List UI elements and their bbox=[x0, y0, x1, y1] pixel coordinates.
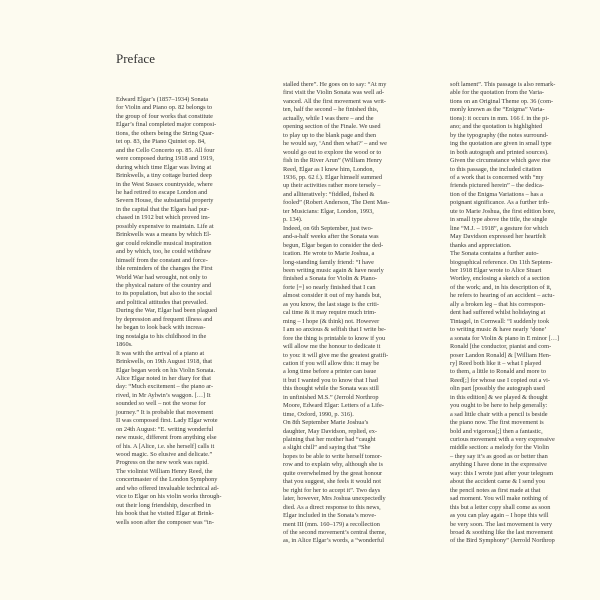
text-line: he refers to hearing of an accident – actu- bbox=[450, 292, 555, 300]
text-line: cal time & it may require much trim- bbox=[283, 309, 377, 317]
text-line: monly known as the “Enigma” Varia- bbox=[450, 106, 545, 114]
text-line: this but a letter copy shall come as soon bbox=[450, 503, 551, 511]
text-line: soft lament”. This passage is also remark- bbox=[450, 81, 556, 88]
text-line: in both autograph and printed sources). bbox=[450, 148, 549, 156]
text-column-2 bbox=[283, 81, 433, 546]
text-line: up their activities rather more tersely – bbox=[283, 182, 381, 190]
text-line: The Sonata contains a further auto- bbox=[450, 250, 539, 258]
text-line: and by which, too, he could withdraw bbox=[116, 248, 212, 256]
text-line: to them, a little to Ronald and more to bbox=[450, 368, 547, 376]
text-line: On 8th September Marie Joshua’s bbox=[283, 419, 369, 427]
text-line: for Violin and Piano op. 82 belongs to bbox=[116, 104, 213, 112]
text-line: biographical reference. On 11th Septem- bbox=[450, 258, 553, 266]
text-line: Reed, Elgar as I knew him, London, bbox=[283, 165, 375, 173]
text-line: on 24th August: “E. writing wonderful bbox=[116, 425, 214, 433]
text-line: curious movement with a very expressive bbox=[450, 436, 555, 444]
text-line: friends pictured herein” – the dedica- bbox=[450, 182, 544, 190]
text-line: fooled” (Robert Anderson, The Dent Mas- bbox=[283, 199, 390, 207]
text-line: in the capital that the Elgars had pur- bbox=[116, 205, 210, 213]
text-line: World War had wrought, not only to bbox=[116, 273, 208, 281]
text-line: of the Bird Symphony” (Jerrold Northrop bbox=[450, 537, 555, 545]
text-line: chased in 1912 but which proved im- bbox=[116, 214, 210, 222]
text-line: way: this I wrote just after your telegram bbox=[450, 469, 553, 477]
text-line: day: “Much excitement – the piano ar- bbox=[116, 383, 214, 391]
text-line: out their long friendship, described in bbox=[116, 501, 211, 509]
text-line: to its population, but also to the social bbox=[116, 290, 212, 298]
text-line: Alice Elgar noted in her diary for that bbox=[116, 374, 211, 382]
text-line: sounded so well – not the worse for bbox=[116, 400, 206, 408]
text-line: long-standing family friend: “I have bbox=[283, 258, 374, 266]
text-line: – they say it’s as good as or better than bbox=[450, 452, 548, 460]
text-line: and the Cello Concerto op. 85. All four bbox=[116, 146, 215, 154]
text-line: vice to Elgar on his violin works through- bbox=[116, 493, 222, 501]
text-line: in small type above the title, the single bbox=[450, 216, 548, 224]
text-line: plaining that her mother had “caught bbox=[283, 436, 376, 444]
text-line: tions on an Original Theme op. 36 (com- bbox=[450, 97, 554, 105]
text-line: you ought to be here to help generally: bbox=[450, 402, 548, 410]
text-line: will allow me the honour to dedicate it bbox=[283, 343, 381, 351]
text-line: it but I wanted you to know that I had bbox=[283, 376, 378, 384]
text-line: to writing music & have nearly ‘done’ bbox=[450, 326, 547, 334]
text-line: wood magic. So elusive and delicate.” bbox=[116, 451, 213, 459]
text-line: It was with the arrival of a piano at bbox=[116, 349, 205, 357]
text-line: Tintagel, in Cornwall: “I suddenly took bbox=[450, 317, 550, 325]
text-line: as you can play again – I hope this will bbox=[450, 512, 549, 520]
text-line: himself from the constant and force- bbox=[116, 256, 208, 264]
text-line: ute to Marie Joshua, the first edition bore, bbox=[450, 207, 556, 215]
text-line: of his. A [Alice, i.e. she herself] calls it bbox=[116, 442, 215, 450]
text-line: The violinist William Henry Reed, the bbox=[116, 467, 213, 475]
text-line: by the typography (the notes surround- bbox=[450, 131, 549, 139]
text-line: 1936, pp. 62 f.). Elgar himself summed bbox=[283, 173, 382, 181]
text-line: new music, different from anything else bbox=[116, 434, 217, 442]
text-line: able for the quotation from the Varia- bbox=[450, 89, 544, 97]
text-line: Elgar began work on his Violin Sonata. bbox=[116, 366, 216, 374]
text-line: about the accident came & I send you bbox=[450, 478, 545, 486]
text-line: quite overwhelmed by the great honour bbox=[283, 469, 383, 477]
text-line: sad moment. You will make nothing of bbox=[450, 495, 548, 503]
text-line: poignant significance. As a further trib- bbox=[450, 199, 550, 207]
text-line: that you suggest, she feels it would not bbox=[283, 478, 381, 486]
text-line: II was composed first. Lady Elgar wrote bbox=[116, 417, 218, 425]
text-line: and-a-half weeks after the Sonata was bbox=[283, 233, 379, 241]
text-line: be right for her to accept it”. Two days bbox=[283, 486, 381, 494]
text-line: the piano now. The first movement is bbox=[450, 419, 544, 427]
text-line: cation if you will allow this: it may be bbox=[283, 359, 380, 367]
text-line: tions): it occurs in mm. 166 f. in the pi- bbox=[450, 114, 550, 122]
text-line: ing nostalgia to his childhood in the bbox=[116, 332, 207, 340]
text-line: almost consider it out of my hands but, bbox=[283, 292, 382, 300]
text-line: time, Oxford, 1990, p. 316). bbox=[283, 410, 354, 418]
text-line: line “M.J. – 1918”, a gesture for which bbox=[450, 224, 549, 232]
text-line: were composed during 1918 and 1919, bbox=[116, 155, 214, 163]
text-line: anything I have done in the expressive bbox=[450, 461, 547, 469]
text-line: and political attitudes that prevailed. bbox=[116, 298, 208, 306]
text-line: Elgar’s final completed major composi- bbox=[116, 121, 217, 129]
text-line: later, however, Mrs Joshua unexpectedly bbox=[283, 495, 386, 503]
text-line: wells soon after the composer was “in- bbox=[116, 518, 214, 526]
text-line: a sad little chair with a pencil is beside bbox=[450, 410, 548, 418]
text-line: the pencil notes as first made at that bbox=[450, 486, 541, 494]
text-line: during which time Elgar was living at bbox=[116, 163, 212, 171]
text-line: Brinkwells, a tiny cottage buried deep bbox=[116, 172, 212, 180]
text-line: he would say, ‘And then what?’ – and we bbox=[283, 140, 387, 148]
text-line: Severn House, the substantial property bbox=[116, 197, 214, 205]
text-line: tions, the others being the String Quar- bbox=[116, 129, 214, 137]
text-line: daughter, May Davidson, replied, ex- bbox=[283, 427, 377, 435]
text-line: would go out to explore the wood or to bbox=[283, 148, 382, 156]
text-line: olin part [possibly the autograph used bbox=[450, 385, 545, 393]
text-line: ber 1918 Elgar wrote to Alice Stuart bbox=[450, 266, 542, 274]
text-line: tet op. 83, the Piano Quintet op. 84, bbox=[116, 138, 206, 146]
text-line: ano; and the quotation is highlighted bbox=[450, 123, 543, 131]
text-line: he began to look back with increas- bbox=[116, 324, 206, 332]
text-line: of the second movement’s central theme, bbox=[283, 529, 387, 537]
text-line: I am so anxious & selfish that I write be- bbox=[283, 326, 387, 334]
text-line: Moore, Edward Elgar: Letters of a Life- bbox=[283, 402, 384, 410]
text-line: and who offered invaluable technical ad- bbox=[116, 484, 219, 492]
text-line: stalled there”. He goes on to say: “At my bbox=[283, 81, 387, 88]
text-line: Progress on the new work was rapid. bbox=[116, 459, 209, 467]
text-line: Indeed, on 6th September, just two- bbox=[283, 224, 373, 232]
text-line: broad & soothing like the last movement bbox=[450, 529, 553, 537]
text-line: concertmaster of the London Symphony bbox=[116, 476, 218, 484]
text-line: journey.” It is probable that movement bbox=[116, 408, 214, 416]
text-line: possibly expensive to maintain. Life at bbox=[116, 222, 214, 230]
text-line: ter Musicians: Elgar, London, 1993, bbox=[283, 207, 374, 215]
text-line: in this edition] & we played & thought bbox=[450, 393, 548, 401]
text-line: a long time before a printer can issue bbox=[283, 368, 377, 376]
text-line: and alliteratively: “fiddled, fished & bbox=[283, 190, 375, 198]
text-line: ible reminders of the changes the First bbox=[116, 265, 213, 273]
text-line: Wortley, enclosing a sketch of a section bbox=[450, 275, 550, 283]
text-line: middle section: a melody for the Violin bbox=[450, 444, 549, 452]
text-line: the physical nature of the country and bbox=[116, 281, 212, 289]
text-line: ry] Reed both like it – what I played bbox=[450, 359, 542, 367]
text-line: hopes to be able to write herself tomor- bbox=[283, 452, 383, 460]
text-line: a slight chill” and saying that “She bbox=[283, 444, 371, 452]
text-line: ication. He wrote to Marie Joshua, a bbox=[283, 250, 375, 258]
text-line: 1860s. bbox=[116, 341, 133, 349]
text-line: to you: it will give me the greatest gratifi- bbox=[283, 351, 389, 359]
text-line: he had retired to escape London and bbox=[116, 188, 208, 196]
text-line: ten, half the second – he finished this, bbox=[283, 106, 379, 114]
text-line: Given the circumstance which gave rise bbox=[450, 157, 551, 165]
text-line: his book that he visited Elgar at Brink- bbox=[116, 510, 214, 518]
text-line: dent had suffered whilst holidaying at bbox=[450, 309, 546, 317]
text-line: actually, while I was there – and the bbox=[283, 114, 374, 122]
text-line: been writing music again & have nearly bbox=[283, 266, 384, 274]
text-line: forte [=] so nearly finished that I can bbox=[283, 283, 376, 291]
text-line: rived, in Mr Aylwin’s waggon. […] It bbox=[116, 391, 211, 399]
text-line: gar could rekindle musical inspiration bbox=[116, 239, 212, 247]
text-line: be very soon. The last movement is very bbox=[450, 520, 553, 528]
text-line: to this passage, the included citation bbox=[450, 165, 542, 173]
text-line: the group of four works that constitute bbox=[116, 112, 213, 120]
text-line: ing the quotation are given in small type bbox=[450, 140, 552, 148]
text-line: May Davidson expressed her heartfelt bbox=[450, 233, 546, 241]
text-line: Brinkwells was a means by which El- bbox=[116, 231, 212, 239]
text-line: Elgar included in the Sonata’s move- bbox=[283, 512, 377, 520]
text-line: in the West Sussex countryside, where bbox=[116, 180, 213, 188]
text-line: of a work that is concerned with “my bbox=[450, 173, 544, 181]
text-line: row and to explain why, although she is bbox=[283, 461, 383, 469]
text-line: Edward Elgar’s (1857–1934) Sonata bbox=[116, 96, 209, 103]
text-line: vanced. All the first movement was writ- bbox=[283, 97, 386, 105]
text-line: this thought while the Sonata was still bbox=[283, 385, 379, 393]
text-line: by depression and frequent illness and bbox=[116, 315, 213, 323]
text-line: thanks and appreciation. bbox=[450, 241, 512, 249]
text-line: poser Landon Ronald] & [William Hen- bbox=[450, 351, 551, 359]
text-line: tion of the Enigma Variations – has a bbox=[450, 190, 544, 198]
text-line: During the War, Elgar had been plagued bbox=[116, 307, 218, 315]
text-line: begun, Elgar began to consider the ded- bbox=[283, 241, 384, 249]
text-line: died. As a direct response to this news, bbox=[283, 503, 381, 511]
text-line: to play up to the blank page and then bbox=[283, 131, 377, 139]
text-line: Ronald [the conductor, pianist and com- bbox=[450, 343, 552, 351]
text-line: as you know, the last stage is the criti- bbox=[283, 300, 379, 308]
text-line: opening section of the Finale. We used bbox=[283, 123, 381, 131]
text-line: of the work; and, in his description of it, bbox=[450, 283, 552, 291]
text-line: as, in Alice Elgar’s words, a “wonderful bbox=[283, 537, 384, 545]
text-line: fore the thing is printable to know if you bbox=[283, 334, 386, 342]
text-line: in unfinished M.S.” (Jerrold Northrop bbox=[283, 393, 379, 401]
text-line: first visit the Violin Sonata was well ad- bbox=[283, 89, 385, 97]
page-title: Preface bbox=[116, 51, 155, 66]
text-line: ment III (mm. 160–179) a recollection bbox=[283, 520, 380, 528]
text-line: finished a Sonata for Violin & Piano- bbox=[283, 275, 377, 283]
text-line: a sonata for Violin & piano in E minor […] bbox=[450, 334, 560, 342]
text-line: ming – I hope (& think) not. However bbox=[283, 317, 380, 325]
text-line: p. 134). bbox=[283, 216, 303, 224]
text-column-3 bbox=[450, 81, 600, 546]
text-line: Reed[;] for whose use I copied out a vi- bbox=[450, 376, 551, 384]
text-line: bold and vigorous[;] then a fantastic, bbox=[450, 427, 543, 435]
text-line: Brinkwells, on 19th August 1918, that bbox=[116, 358, 213, 366]
text-line: ally a broken leg – that his correspon- bbox=[450, 300, 546, 308]
text-line: fish in the River Arun” (William Henry bbox=[283, 157, 383, 165]
text-column-1 bbox=[116, 96, 266, 527]
